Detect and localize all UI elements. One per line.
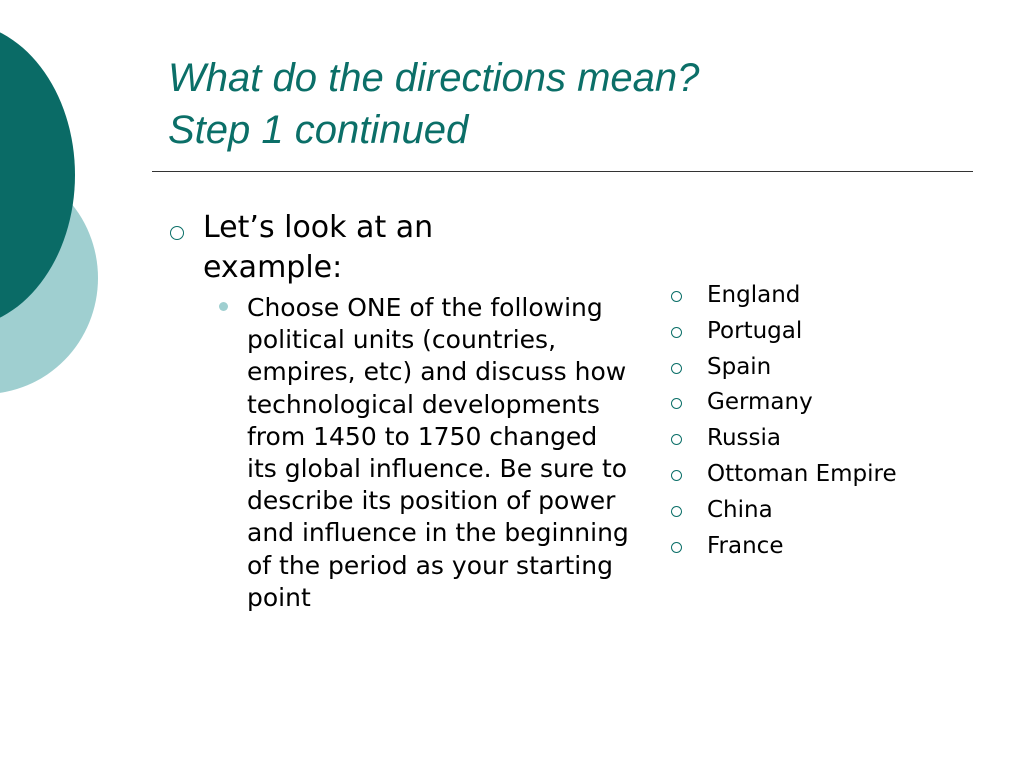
list-item xyxy=(668,493,897,529)
list-item-label: China xyxy=(707,496,773,523)
hollow-circle-bullet-icon xyxy=(671,506,682,517)
hollow-circle-bullet-icon xyxy=(671,291,682,302)
political-units-list xyxy=(668,278,897,564)
list-item xyxy=(668,314,897,350)
list-item-label: France xyxy=(707,532,784,559)
hollow-circle-bullet-icon xyxy=(671,542,682,553)
hollow-circle-bullet-icon xyxy=(671,434,682,445)
main-bullet xyxy=(162,208,543,288)
list-item xyxy=(668,385,897,421)
hollow-circle-bullet-icon xyxy=(671,363,682,374)
list-item-label: Russia xyxy=(707,425,781,452)
hollow-circle-bullet-icon xyxy=(170,226,184,240)
hollow-circle-bullet-icon xyxy=(671,398,682,409)
list-item-label: Portugal xyxy=(707,317,803,344)
sub-bullet xyxy=(206,292,632,614)
hollow-circle-bullet-icon xyxy=(671,327,682,338)
left-content xyxy=(162,208,642,614)
list-item xyxy=(668,529,897,565)
title-divider xyxy=(152,171,973,172)
list-item xyxy=(668,278,897,314)
title-line-2: Step 1 continued xyxy=(168,108,469,152)
title-line-1: What do the directions mean? xyxy=(168,56,700,100)
sub-bullet-text: Choose ONE of the following political units (countries, empires, etc) and discuss how technological developments from 1450 to 1750 changed its global influence. Be sure to describe its position of power and influence in the beginning of the period as your starting point xyxy=(247,293,629,612)
list-item-label: Spain xyxy=(707,353,772,380)
list-item-label: Ottoman Empire xyxy=(707,460,897,487)
list-item-label: England xyxy=(707,282,801,308)
slide-title xyxy=(168,52,699,156)
list-item xyxy=(668,350,897,386)
list-item-label: Germany xyxy=(707,389,813,416)
list-item xyxy=(668,421,897,457)
list-item xyxy=(668,457,897,493)
filled-dot-bullet-icon xyxy=(219,302,228,311)
hollow-circle-bullet-icon xyxy=(671,470,682,481)
main-bullet-text: Let’s look at an example: xyxy=(203,210,434,285)
